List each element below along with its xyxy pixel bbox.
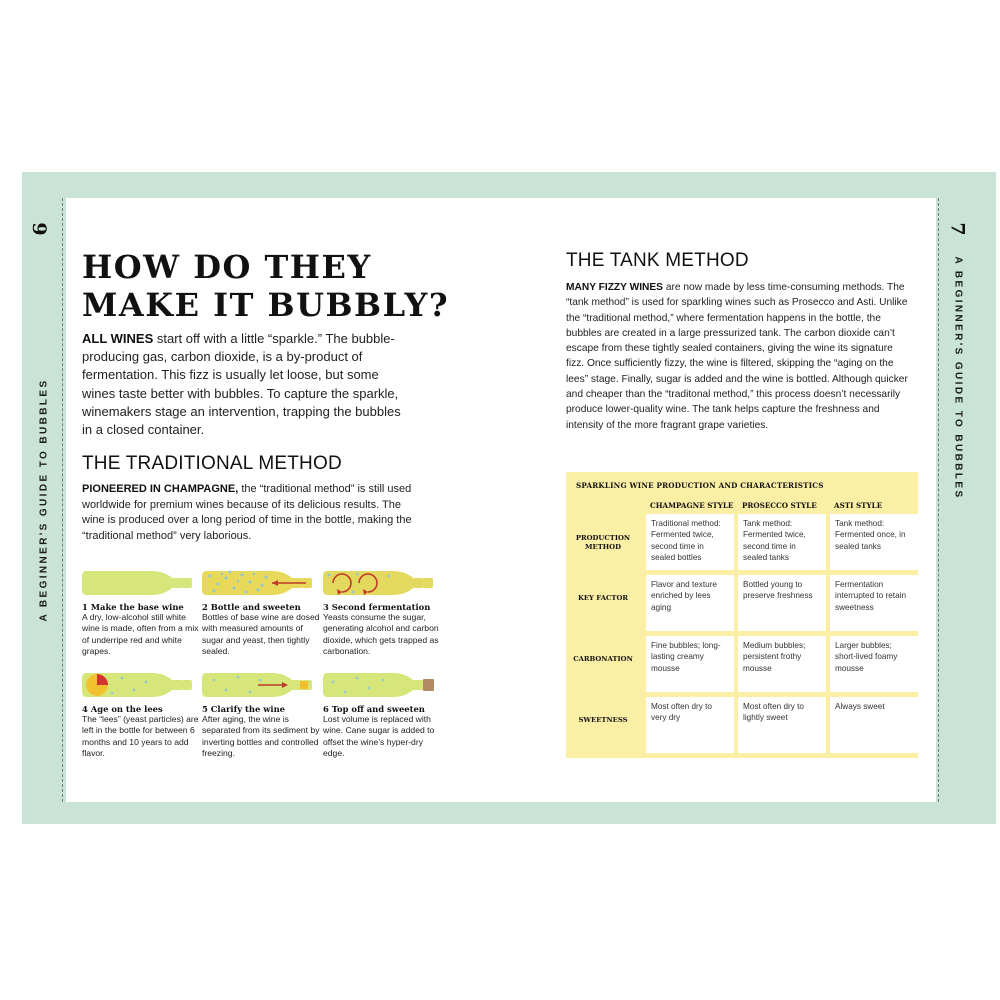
step-4-title: 4 Age on the lees	[82, 704, 163, 714]
table-cell: Fermentation interrupted to retain sweetness	[830, 575, 918, 631]
tank-method-heading: THE TANK METHOD	[566, 250, 749, 271]
intro-paragraph	[82, 330, 412, 439]
row-header-key-factor: KEY FACTOR	[577, 594, 629, 602]
title-line-1: HOW DO THEY	[82, 248, 372, 286]
page-title	[82, 248, 502, 324]
wine-bottle-icon	[202, 668, 317, 702]
column-header-prosecco: PROSECCO STYLE	[742, 501, 817, 510]
column-header-asti: ASTI STYLE	[834, 501, 883, 510]
page-number-left: 6	[29, 222, 52, 236]
running-head-left: A BEGINNER'S GUIDE TO BUBBLES	[38, 378, 50, 622]
table-cell: Bottled young to preserve freshness	[738, 575, 826, 631]
step-1	[82, 566, 200, 658]
step-6-text: Lost volume is replaced with wine. Cane sugar is added to offset the wine’s hyper-dry edge.	[323, 714, 435, 759]
table-cell: Fine bubbles; long-lasting creamy mousse	[646, 636, 734, 692]
step-5	[202, 668, 320, 760]
step-5-title: 5 Clarify the wine	[202, 704, 286, 714]
step-1-text: A dry, low-alcohol still white wine is made, often from a mix of underripe red and white grapes.	[82, 612, 199, 657]
running-head-right: A BEGINNER'S GUIDE TO BUBBLES	[952, 256, 964, 500]
characteristics-table	[566, 472, 918, 758]
title-line-2: MAKE IT BUBBLY?	[82, 286, 450, 324]
row-header-carbonation: CARBONATION	[573, 655, 633, 663]
table-cell: Traditional method: Fermented twice, second time in sealed bottles	[646, 514, 734, 570]
tank-text: are now made by less time-consuming methods. The “tank method” is used for sparkling wines such as Prosecco and Asti. Unlike the “traditional method,” where fermentation happens in the bottle, the bubbles are created in a large pressurized tank. The carbon dioxide can’t escape from these tightly sealed containers, giving the wine its signature fizz. Once sufficiently fizzy, the wine is filtered, skipping the “aging on the lees” stage. Finally, sugar is added and the wine is bottled. Although quicker and cheaper than the “traditonal method,” this process doesn’t necessarily produce lower-quality wine. The tank helps capture the freshness and intensity of the more fragrant grape varieties.	[566, 282, 908, 431]
table-title: SPARKLING WINE PRODUCTION AND CHARACTERISTICS	[576, 481, 824, 490]
traditional-text: the “traditional method” is still used worldwide for premium wines because of its delicious results. The wine is produced over a long period of time in the bottle, making the “traditional method” very laborious.	[82, 483, 412, 542]
wine-bottle-icon	[202, 566, 317, 600]
step-1-title: 1 Make the base wine	[82, 602, 184, 612]
step-6-title: 6 Top off and sweeten	[323, 704, 425, 714]
table-cell: Most often dry to very dry	[646, 697, 734, 753]
step-2-title: 2 Bottle and sweeten	[202, 602, 301, 612]
step-3-text: Yeasts consume the sugar, generating alcohol and carbon dioxide, which gets trapped as carbonation.	[323, 612, 439, 657]
step-3-title: 3 Second fermentation	[323, 602, 431, 612]
tank-lead: MANY FIZZY WINES	[566, 282, 663, 293]
wine-bottle-icon	[323, 668, 438, 702]
step-3	[323, 566, 441, 658]
table-cell: Always sweet	[830, 697, 918, 753]
wine-bottle-icon	[82, 566, 197, 600]
traditional-method-paragraph	[82, 482, 412, 544]
table-cell: Larger bubbles; short-lived foamy mousse	[830, 636, 918, 692]
wine-bottle-icon	[82, 668, 197, 702]
table-cell: Most often dry to lightly sweet	[738, 697, 826, 753]
step-4	[82, 668, 200, 760]
step-2	[202, 566, 320, 658]
table-cell: Flavor and texture enriched by lees aging	[646, 575, 734, 631]
cork-icon	[423, 679, 434, 691]
step-2-text: Bottles of base wine are dosed with measured amounts of sugar and yeast, then tightly sealed.	[202, 612, 320, 657]
step-5-text: After aging, the wine is separated from its sediment by inverting bottles and controlled freezing.	[202, 714, 320, 759]
row-header-sweetness: SWEETNESS	[578, 716, 628, 724]
wine-bottle-icon	[323, 566, 438, 600]
tank-method-paragraph	[566, 280, 911, 433]
table-cell: Tank method: Fermented twice, second time in sealed tanks	[738, 514, 826, 570]
step-6	[323, 668, 441, 760]
table-cell: Tank method: Fermented once, in sealed tanks	[830, 514, 918, 570]
right-page-edge	[938, 198, 939, 802]
traditional-lead: PIONEERED IN CHAMPAGNE,	[82, 483, 239, 495]
row-header-production-method: PRODUCTION METHOD	[575, 534, 631, 551]
page-number-right: 7	[946, 222, 969, 236]
step-4-text: The “lees” (yeast particles) are left in the bottle for between 6 months and 10 years to add flavor.	[82, 714, 199, 759]
traditional-method-heading: THE TRADITIONAL METHOD	[82, 453, 342, 474]
left-page-edge	[62, 198, 63, 802]
table-cell: Medium bubbles; persistent frothy mousse	[738, 636, 826, 692]
column-header-champagne: CHAMPAGNE STYLE	[650, 501, 734, 510]
intro-lead: ALL WINES	[82, 331, 154, 346]
intro-text: start off with a little “sparkle.” The bubble-producing gas, carbon dioxide, is a by-product of fermentation. This fizz is usually let loose, but some wines taste better with bubbles. To capture the sparkle, winemakers stage an intervention, trapping the bubbles in a closed container.	[82, 331, 401, 438]
